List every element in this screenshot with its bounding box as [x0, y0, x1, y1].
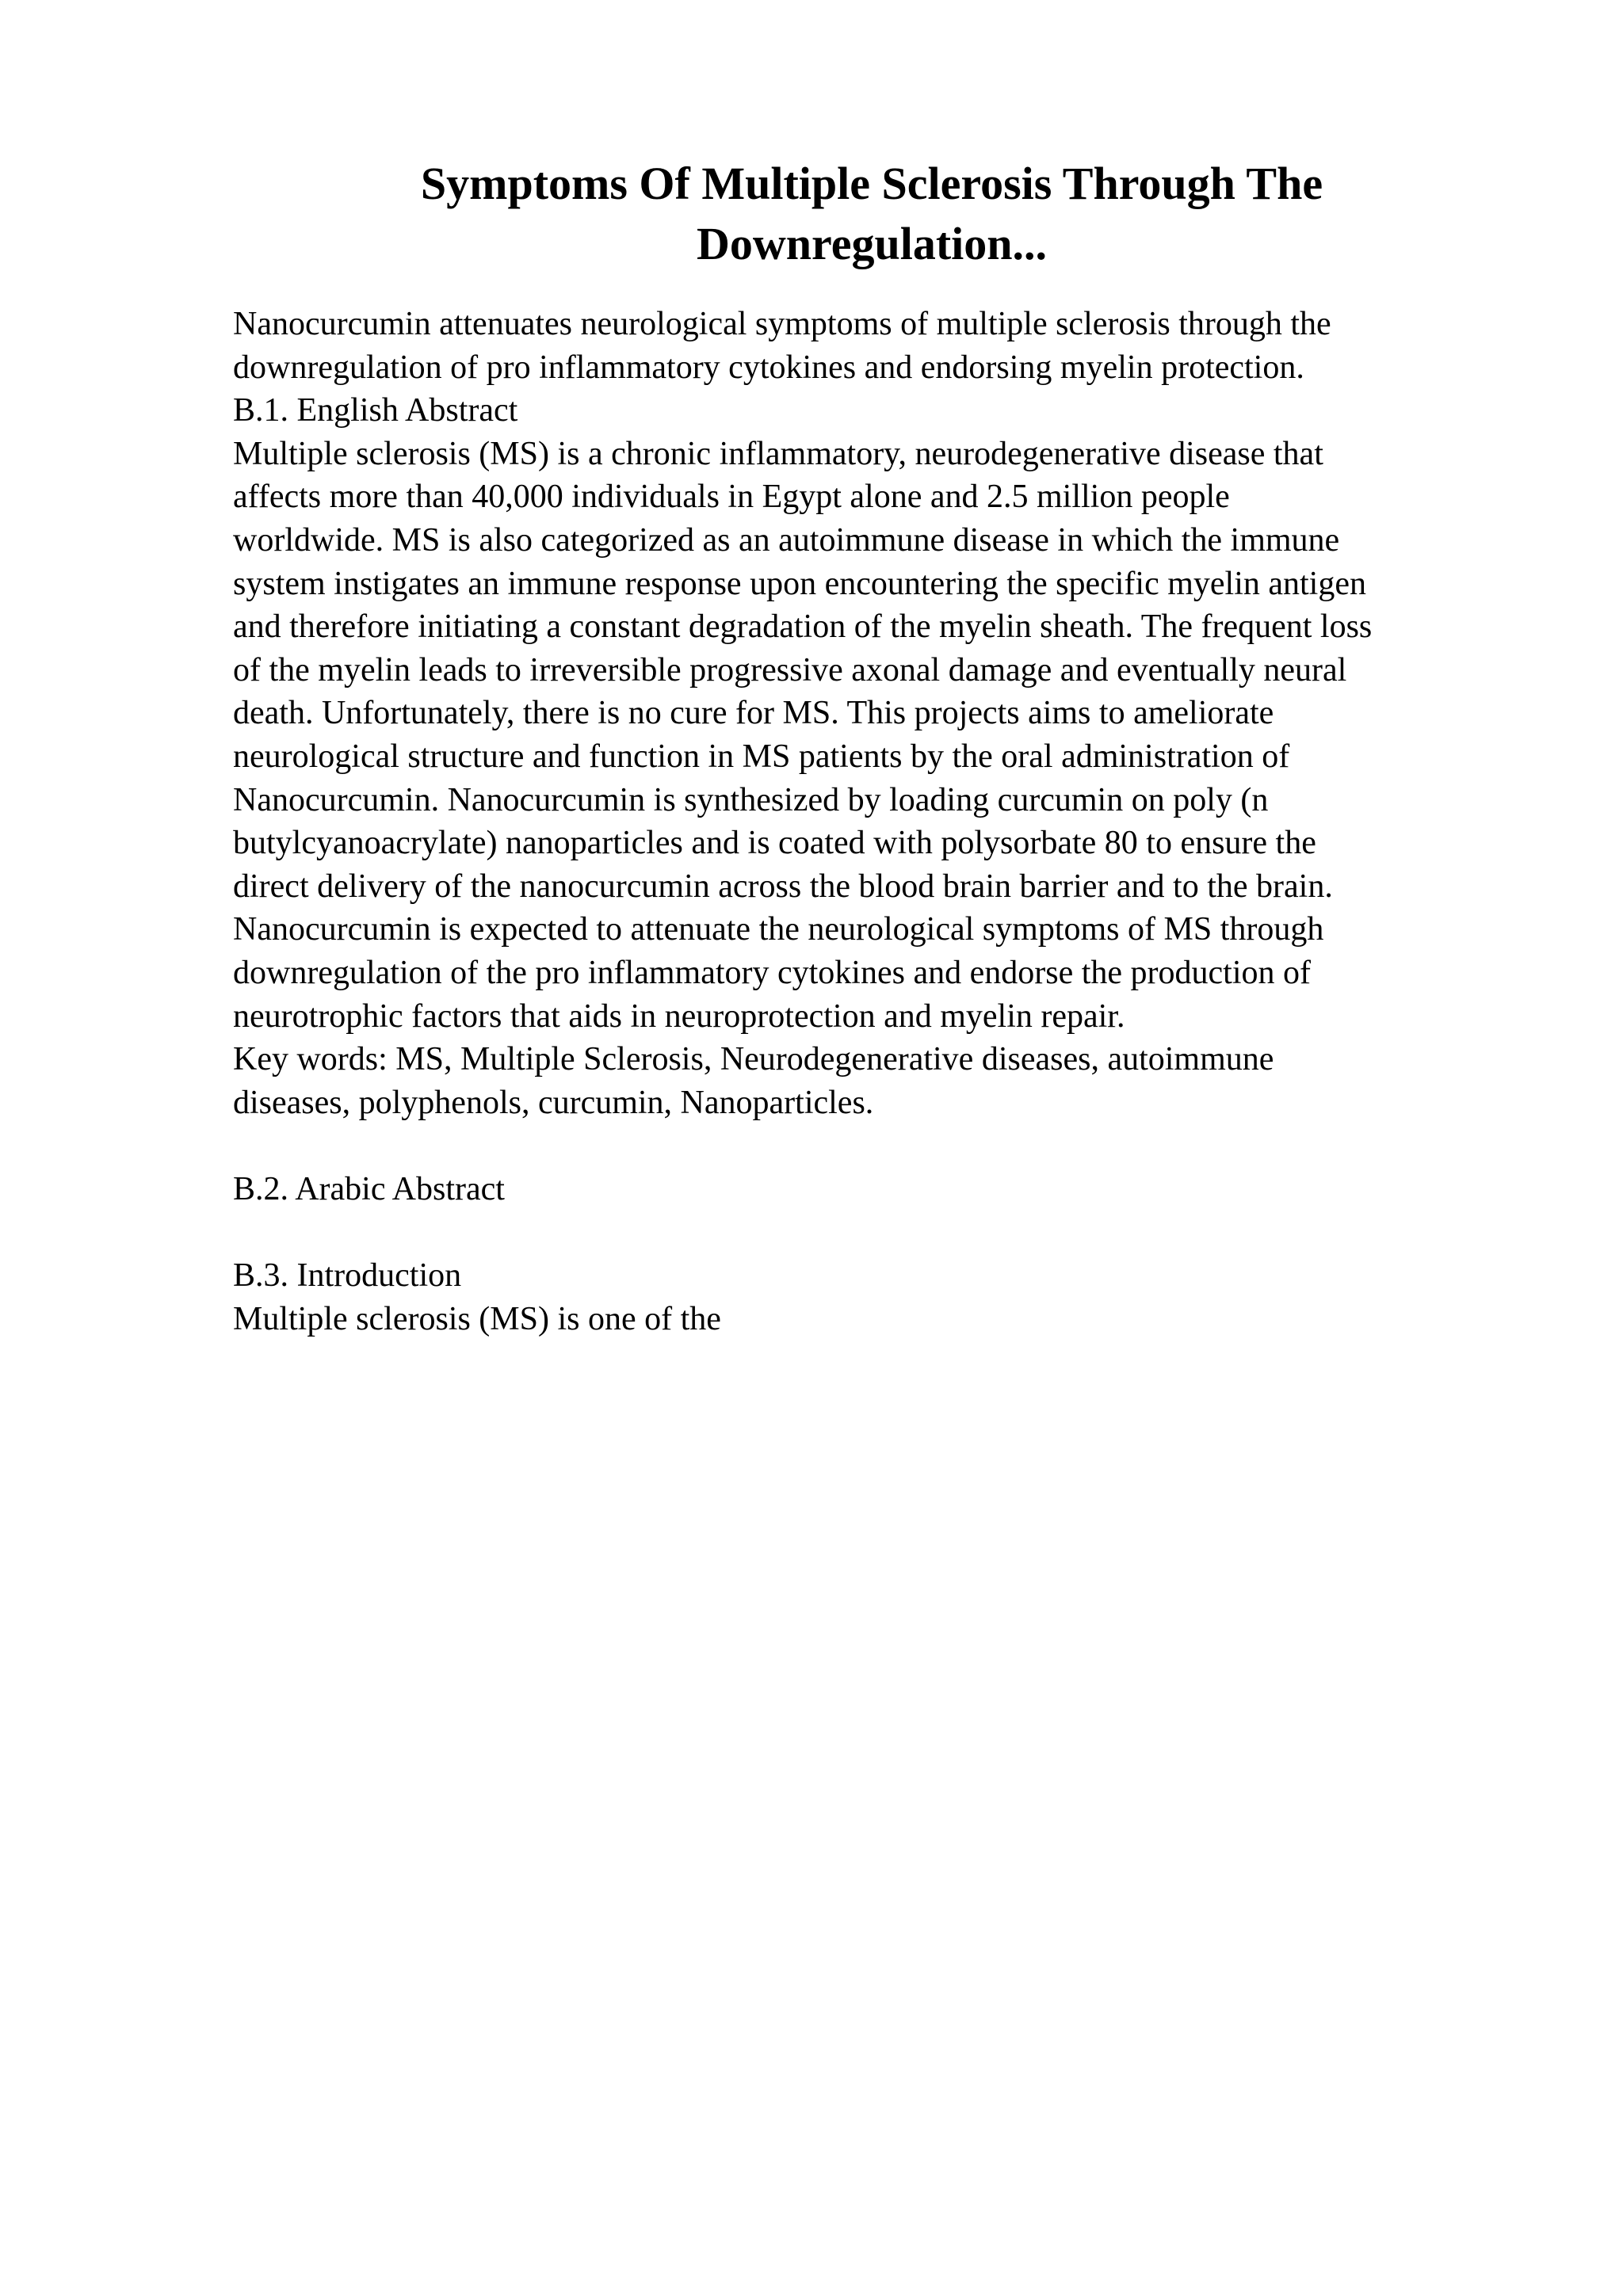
document-title	[301, 154, 1442, 274]
abstract-line: neurotrophic factors that aids in neuroprotection and myelin repair.	[233, 997, 1125, 1035]
keywords-line: Key words: MS, Multiple Sclerosis, Neurodegenerative diseases, autoimmune	[233, 1041, 1274, 1078]
abstract-line: Multiple sclerosis (MS) is a chronic inflammatory, neurodegenerative disease that	[233, 435, 1323, 472]
intro-line: downregulation of pro inflammatory cytokines and endorsing myelin protection.	[233, 349, 1304, 386]
abstract-line: and therefore initiating a constant degradation of the myelin sheath. The frequent loss	[233, 608, 1373, 646]
abstract-line: death. Unfortunately, there is no cure for MS. This projects aims to ameliorate	[233, 695, 1274, 732]
abstract-line: downregulation of the pro inflammatory cytokines and endorse the production of	[233, 954, 1311, 991]
abstract-line: worldwide. MS is also categorized as an autoimmune disease in which the immune	[233, 521, 1340, 559]
title-line-2: Downregulation...	[696, 218, 1048, 269]
title-line-1: Symptoms Of Multiple Sclerosis Through The	[420, 158, 1323, 209]
english-abstract-heading: B.1. English Abstract	[233, 392, 518, 429]
abstract-line: direct delivery of the nanocurcumin across the blood brain barrier and to the brain.	[233, 868, 1333, 905]
abstract-line: Nanocurcumin is expected to attenuate the neurological symptoms of MS through	[233, 911, 1324, 948]
introduction-section	[233, 1254, 1533, 1341]
abstract-line: affects more than 40,000 individuals in Egypt alone and 2.5 million people	[233, 479, 1230, 516]
intro-line: Nanocurcumin attenuates neurological symptoms of multiple sclerosis through the	[233, 306, 1331, 342]
document-body	[233, 303, 1533, 1341]
abstract-line: butylcyanoacrylate) nanoparticles and is coated with polysorbate 80 to ensure the	[233, 825, 1316, 862]
intro-paragraph	[233, 303, 1533, 389]
paragraph-spacer	[233, 1124, 1533, 1168]
abstract-line: Nanocurcumin. Nanocurcumin is synthesized by loading curcumin on poly (n	[233, 781, 1269, 818]
keywords-line: diseases, polyphenols, curcumin, Nanoparticles.	[233, 1084, 874, 1121]
introduction-heading: B.3. Introduction	[233, 1257, 462, 1295]
introduction-line: Multiple sclerosis (MS) is one of the	[233, 1300, 721, 1337]
english-abstract-section	[233, 389, 1533, 1124]
abstract-line: neurological structure and function in MS patients by the oral administration of	[233, 738, 1290, 775]
arabic-abstract-section	[233, 1168, 1533, 1211]
abstract-line: of the myelin leads to irreversible progressive axonal damage and eventually neural	[233, 651, 1347, 688]
arabic-abstract-heading: B.2. Arabic Abstract	[233, 1170, 505, 1207]
abstract-line: system instigates an immune response upon encountering the specific myelin antigen	[233, 565, 1366, 602]
paragraph-spacer	[233, 1211, 1533, 1254]
